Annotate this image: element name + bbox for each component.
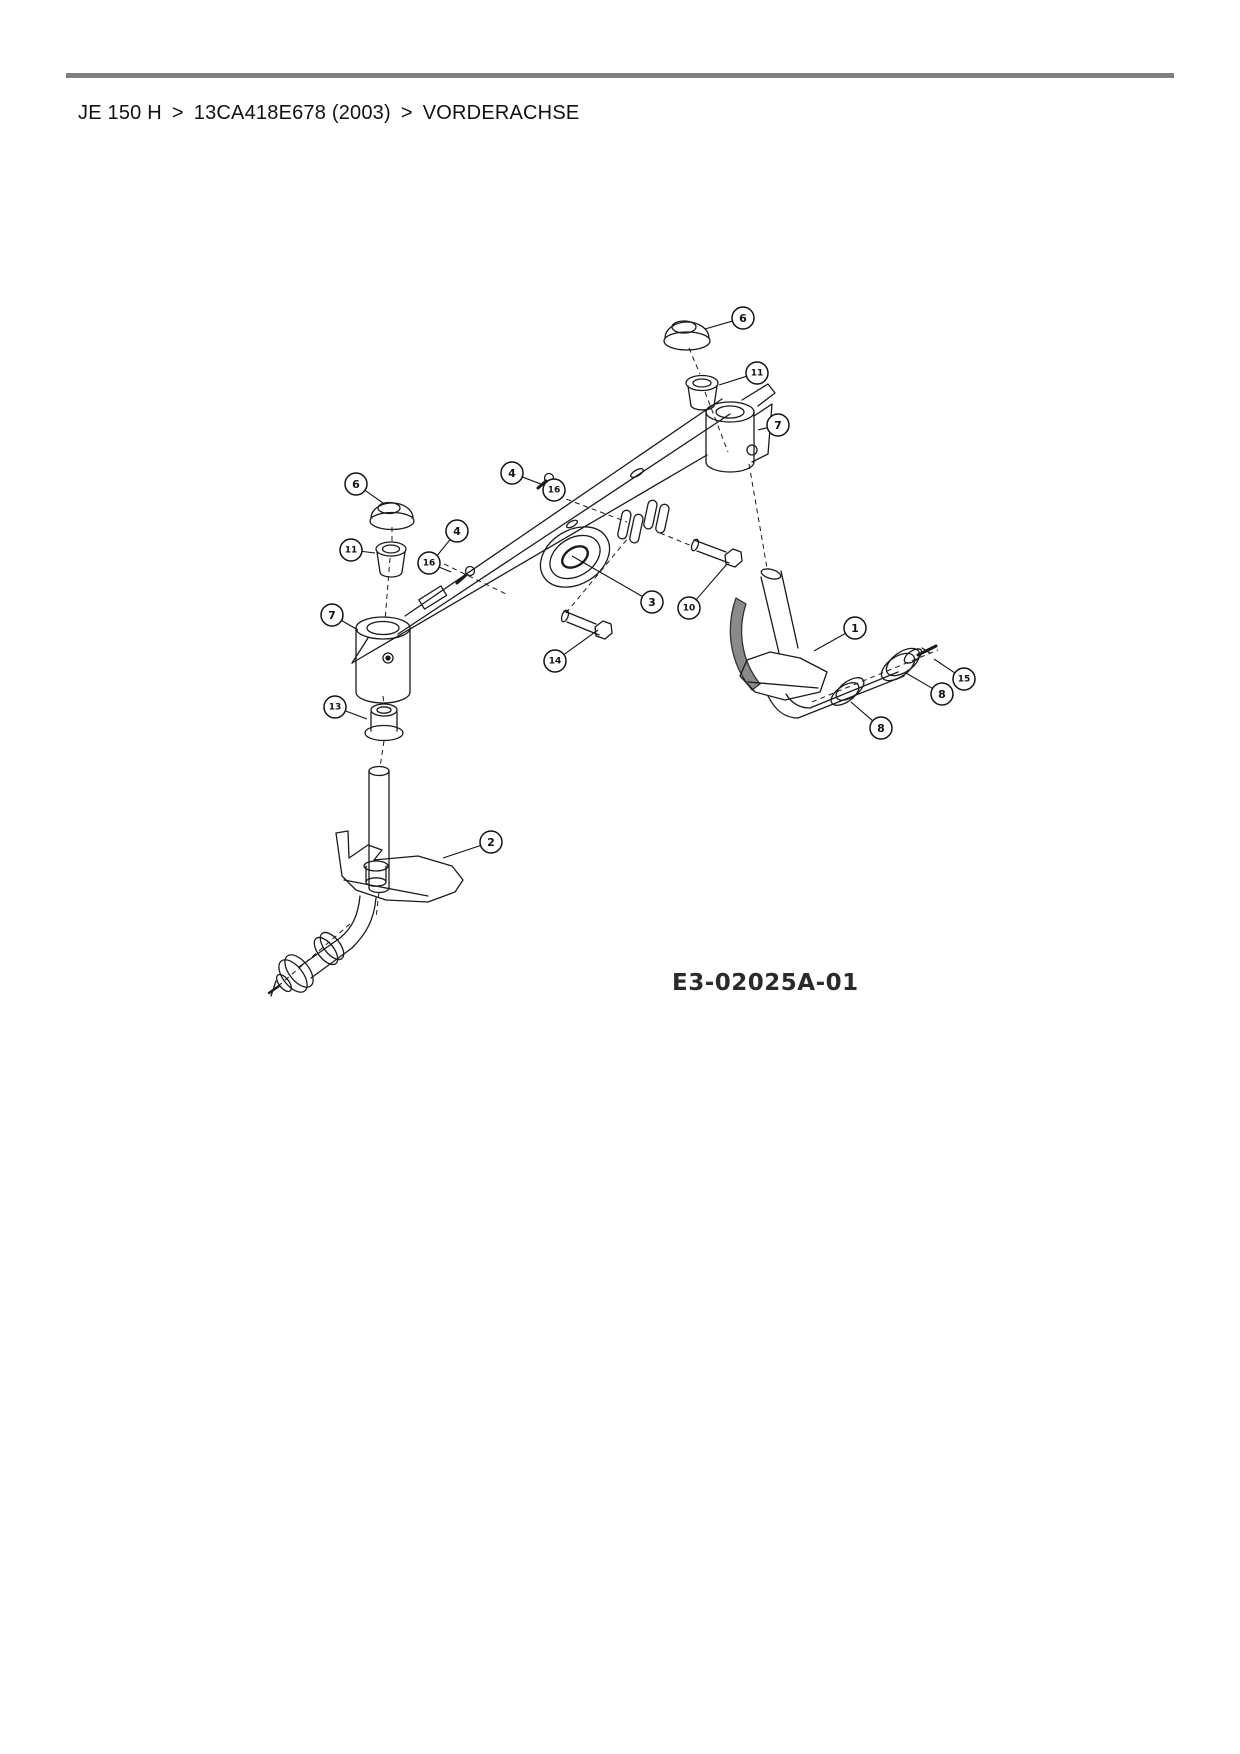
hex-bolt-upper xyxy=(690,538,742,567)
steering-clips xyxy=(617,499,670,543)
callout-16 xyxy=(543,479,565,501)
callout-1 xyxy=(814,617,866,651)
svg-text:16: 16 xyxy=(422,558,436,569)
axle-left-boss xyxy=(356,617,410,703)
svg-text:16: 16 xyxy=(547,485,561,496)
breadcrumb-separator: > xyxy=(400,102,413,124)
svg-text:7: 7 xyxy=(328,609,336,622)
cap-right xyxy=(664,321,710,350)
spindle-left xyxy=(269,831,463,997)
pivot-screw-lower xyxy=(457,567,475,584)
svg-text:3: 3 xyxy=(648,596,656,609)
svg-text:7: 7 xyxy=(774,419,782,432)
callout-7 xyxy=(758,414,789,436)
svg-text:8: 8 xyxy=(938,688,946,701)
callout-11 xyxy=(719,362,768,385)
axle-beam xyxy=(352,399,730,663)
callout-16 xyxy=(418,552,451,574)
svg-text:4: 4 xyxy=(453,525,461,538)
callout-14 xyxy=(544,630,598,672)
callout-4 xyxy=(501,462,546,486)
svg-text:1: 1 xyxy=(851,622,859,635)
callout-8 xyxy=(851,702,892,739)
breadcrumb-article[interactable]: 13CA418E678 (2003) xyxy=(193,102,391,124)
callout-11 xyxy=(340,539,375,561)
callout-7 xyxy=(321,604,358,630)
svg-text:11: 11 xyxy=(344,545,358,556)
breadcrumb-assembly: VORDERACHSE xyxy=(422,102,580,124)
svg-text:13: 13 xyxy=(328,702,342,713)
callout-13 xyxy=(324,696,367,719)
callout-4 xyxy=(436,520,468,557)
callout-6 xyxy=(705,307,754,329)
bushing-13 xyxy=(365,704,403,741)
svg-text:6: 6 xyxy=(352,478,360,491)
svg-text:15: 15 xyxy=(957,674,971,685)
callout-layer xyxy=(321,307,975,858)
svg-text:4: 4 xyxy=(508,467,516,480)
hex-bolt-lower xyxy=(560,609,612,639)
callout-6 xyxy=(345,473,383,503)
breadcrumb-separator: > xyxy=(171,102,184,124)
svg-text:10: 10 xyxy=(682,603,696,614)
svg-text:14: 14 xyxy=(548,656,562,667)
cap-left xyxy=(370,503,414,530)
breadcrumb-model[interactable]: JE 150 H xyxy=(78,102,162,124)
svg-text:6: 6 xyxy=(739,312,747,325)
bushing-left xyxy=(376,542,406,577)
svg-text:8: 8 xyxy=(877,722,885,735)
drawing-number-label: E3-02025A-01 xyxy=(672,970,859,996)
callout-10 xyxy=(678,564,727,619)
spindle-right xyxy=(730,567,936,718)
svg-text:2: 2 xyxy=(487,836,495,849)
svg-text:11: 11 xyxy=(750,368,764,379)
callout-2 xyxy=(443,831,502,858)
callout-8 xyxy=(906,673,953,705)
callout-3 xyxy=(572,556,663,613)
